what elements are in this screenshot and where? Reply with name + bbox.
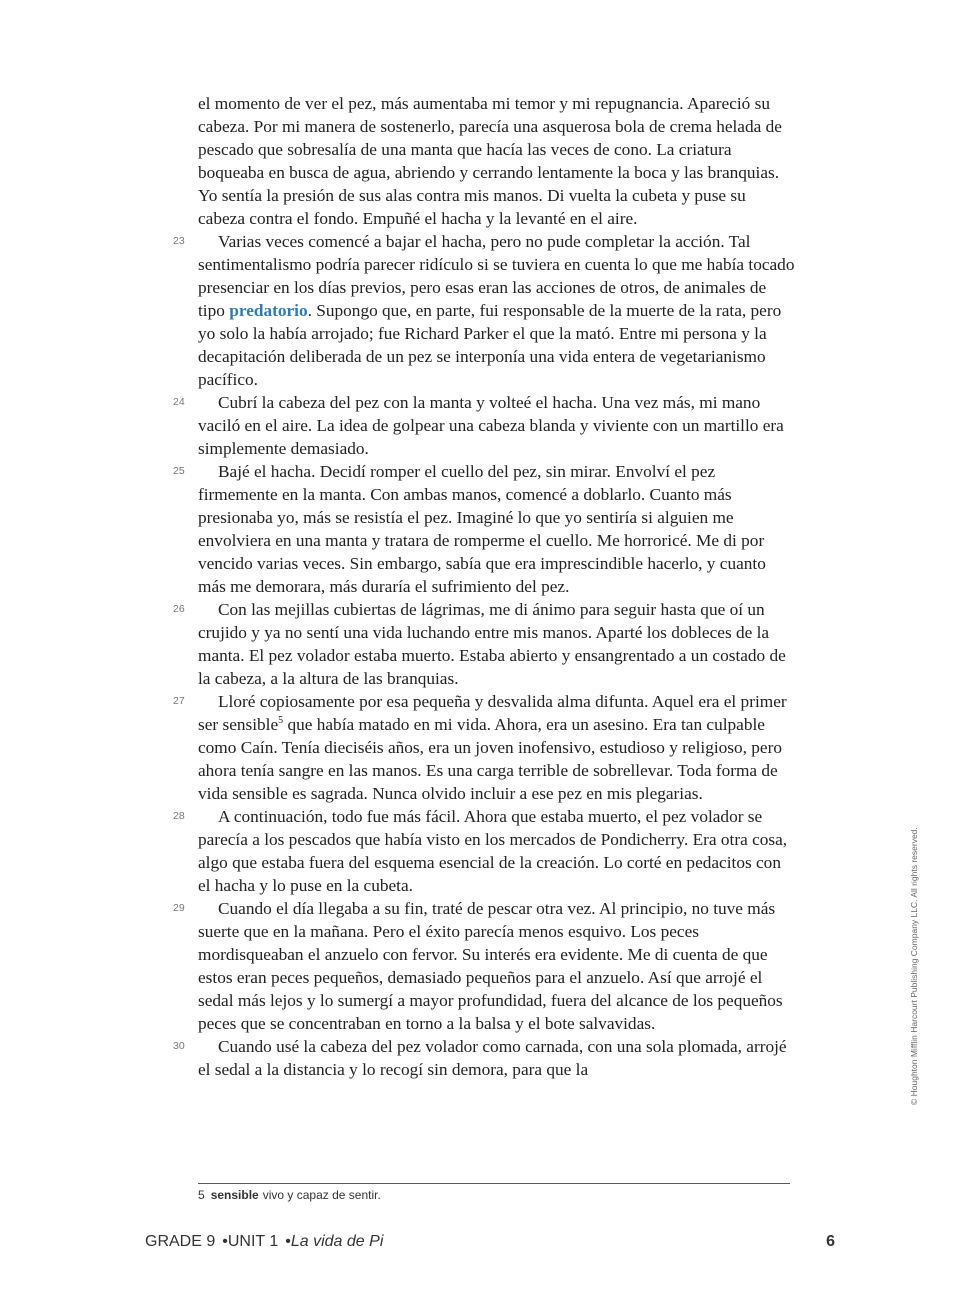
footnote-definition: vivo y capaz de sentir. [262, 1188, 381, 1202]
paragraph-text: que había matado en mi vida. Ahora, era un asesino. Era tan culpable como Caín. Tenía dieciséis años, era un joven inofensivo, estudioso y religioso, pero ahora tenía sangre en las manos. Es una carga terrible de sobrellevar. Toda forma de vida sensible es sagrada. Nunca olvido incluir a ese pez en mis plegarias. [198, 715, 782, 803]
paragraph-text: . Supongo que, en parte, fui responsable de la muerte de la rata, pero yo solo la había arrojado; fue Richard Parker el que la mató. Entre mi persona y la decapitación deliberada de un pez se interponía una vida entera de vegetarianismo pacífico. [198, 301, 782, 389]
paragraph-text: Cuando usé la cabeza del pez volador como carnada, con una sola plomada, arrojé el sedal a la distancia y lo recogí sin demora, para que la [198, 1037, 787, 1079]
paragraph-number: 29 [173, 902, 185, 914]
vocabulary-word[interactable]: predatorio [229, 301, 308, 320]
paragraph-text: A continuación, todo fue más fácil. Ahora que estaba muerto, el pez volador se parecía a los pescados que había visto en los mercados de Pondicherry. Era otra cosa, algo que estaba fuera del esquema esencial de la creación. Lo corté en pedacitos con el hacha y lo puse en la cubeta. [198, 807, 788, 895]
paragraph-number: 27 [173, 695, 185, 707]
footer-title: La vida de Pi [290, 1233, 384, 1250]
paragraph-number: 23 [173, 235, 185, 247]
footnote-reference: 5 [278, 715, 284, 727]
footnote-number: 5 [198, 1188, 205, 1202]
paragraph-text: Bajé el hacha. Decidí romper el cuello del pez, sin mirar. Envolví el pez firmemente en la manta. Con ambas manos, comencé a doblarlo. Cuanto más presionaba yo, más se resistía el pez. Imaginé lo que yo sentiría si alguien me envolviera en una manta y tratara de romperme el cuello. Me horroricé. Me di por vencido varias veces. Sin embargo, sabía que era imprescindible hacerlo, y cuanto más me demorara, más duraría el sufrimiento del pez. [198, 462, 766, 596]
body-text [173, 92, 796, 1081]
paragraph-22 [198, 92, 796, 230]
footer-unit: UNIT 1 [227, 1233, 279, 1250]
paragraph-text: Cubrí la cabeza del pez con la manta y volteé el hacha. Una vez más, mi mano vaciló en el aire. La idea de golpear una cabeza blanda y viviente con un martillo era simplemente demasiado. [198, 393, 784, 458]
paragraph-23 [173, 230, 796, 391]
paragraph-27 [173, 690, 796, 805]
footnote [198, 1187, 790, 1203]
paragraph-text: Cuando el día llegaba a su fin, traté de pescar otra vez. Al principio, no tuve más suerte que en la mañana. Pero el éxito parecía menos esquivo. Los peces mordisqueaban el anzuelo con fervor. Su interés era evidente. Me di cuenta de que estos eran peces pequeños, demasiado pequeños para el anzuelo. Así que arrojé el sedal más lejos y lo sumergí a mayor profundidad, fuera del alcance de los pequeños peces que se concentraban en torno a la balsa y el bote salvavidas. [198, 899, 783, 1033]
footnote-term: sensible [210, 1188, 259, 1202]
page-number: 6 [826, 1233, 835, 1250]
paragraph-26 [173, 598, 796, 690]
copyright-notice: © Houghton Mifflin Harcourt Publishing Company LLC. All rights reserved. [909, 827, 919, 1105]
paragraph-number: 24 [173, 396, 185, 408]
footer-bullet: • [222, 1233, 228, 1250]
paragraph-28 [173, 805, 796, 897]
paragraph-number: 26 [173, 603, 185, 615]
paragraph-number: 30 [173, 1040, 185, 1052]
paragraph-text: Lloré copiosamente por esa pequeña y desvalida alma difunta. Aquel era el primer ser sensible [198, 692, 787, 734]
paragraph-number: 25 [173, 465, 185, 477]
footnote-divider [198, 1183, 790, 1184]
footer-bullet: • [285, 1233, 291, 1250]
paragraph-text: Varias veces comencé a bajar el hacha, pero no pude completar la acción. Tal sentimentalismo podría parecer ridículo si se tuviera en cuenta lo que me había tocado presenciar en los días previos, pero esas eran las acciones de otros, de animales de tipo [198, 232, 795, 320]
paragraph-29 [173, 897, 796, 1035]
page-footer [145, 1233, 835, 1255]
paragraph-text: Con las mejillas cubiertas de lágrimas, me di ánimo para seguir hasta que oí un crujido y ya no sentí una vida luchando entre mis manos. Aparté los dobleces de la manta. El pez volador estaba muerto. Estaba abierto y ensangrentado a un costado de la cabeza, a la altura de las branquias. [198, 600, 786, 688]
paragraph-30 [173, 1035, 796, 1081]
paragraph-number: 28 [173, 810, 185, 822]
paragraph-25 [173, 460, 796, 598]
paragraph-text: el momento de ver el pez, más aumentaba mi temor y mi repugnancia. Apareció su cabeza. Por mi manera de sostenerlo, parecía una asquerosa bola de crema helada de pescado que sobresalía de una manta que hacía las veces de cono. La criatura boqueaba en busca de agua, abriendo y cerrando lentamente la boca y las branquias. Yo sentía la presión de sus alas contra mis manos. Di vuelta la cubeta y puse su cabeza contra el fondo. Empuñé el hacha y la levanté en el aire. [198, 94, 782, 228]
footer-label [145, 1233, 383, 1251]
paragraph-24 [173, 391, 796, 460]
footer-grade: GRADE 9 [145, 1233, 216, 1250]
